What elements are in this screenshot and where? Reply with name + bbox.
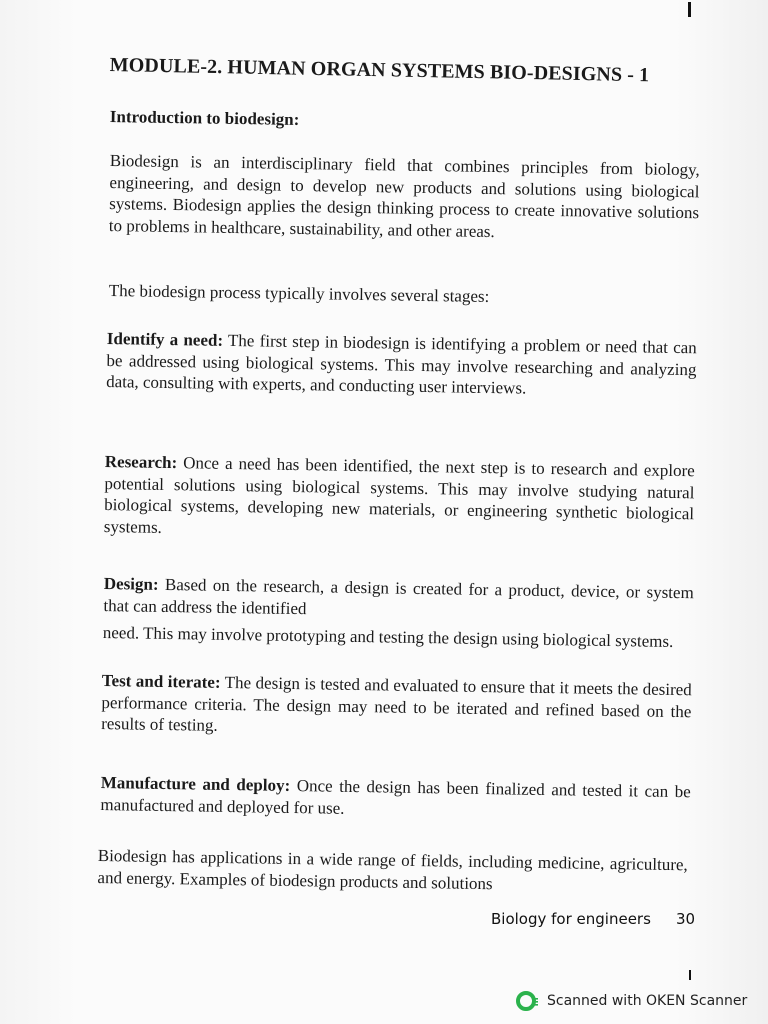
stage-research [104,451,695,546]
page-number: 30 [676,910,696,928]
stage-identify [106,328,697,402]
intro-heading: Introduction to biodesign: [109,107,300,129]
stage-text: Once a need has been identified, the next step is to research and explore potential solutions using biological systems. This may involve studying natural biological systems, developing new materials, or engineering synthetic biological systems. [103,453,695,537]
stage-text: The first step in biodesign is identifying a problem or need that can be addressed using biological systems. This may involve researching and analyzing data, consulting with experts, and conducting user interviews. [106,330,697,398]
page-title: MODULE-2. HUMAN ORGAN SYSTEMS BIO-DESIGNS - 1 [109,54,650,87]
stage-manufacture [100,772,691,824]
footer-course-label: Biology for engineers [491,910,651,928]
stage-term: Design: [103,573,159,594]
scan-edge-mark [689,970,691,980]
scanner-watermark [515,988,747,1014]
closing-paragraph: Biodesign has applications in a wide range of fields, including medicine, agriculture, and energy. Examples of biodesign products and solutions [97,845,688,893]
intro-paragraph: Biodesign is an interdisciplinary field that combines principles from biology, engineering, and design to develop new products and solutions using biological systems. Biodesign applies the design thinking process to create innovative solutions to problems in healthcare, sustainability, and other areas. [108,150,700,241]
stage-text: The design is tested and evaluated to ensure that it meets the desired performance criteria. The design may need to be iterated and refined based on the results of testing. [101,672,692,735]
stage-design [103,573,694,625]
stage-test-iterate [101,670,692,744]
stage-term: Identify a need: [106,328,224,350]
stage-term: Manufacture and deploy: [100,772,291,795]
scanner-logo-icon [515,989,539,1013]
stage-term: Test and iterate: [101,670,221,692]
stage-design-continued [103,622,693,653]
process-intro: The biodesign process typically involves several stages: [108,280,490,306]
scanner-text: Scanned with OKEN Scanner [547,993,748,1009]
stage-text: Once the design has been finalized and tested it can be manufactured and deployed for use. [100,775,691,818]
stage-text: need. This may involve prototyping and testing the design using biological systems. [102,622,674,651]
stage-term: Research: [104,451,178,473]
scan-edge-mark [688,2,691,17]
stage-text: Based on the research, a design is created for a product, device, or system that can address the identified [103,574,694,618]
